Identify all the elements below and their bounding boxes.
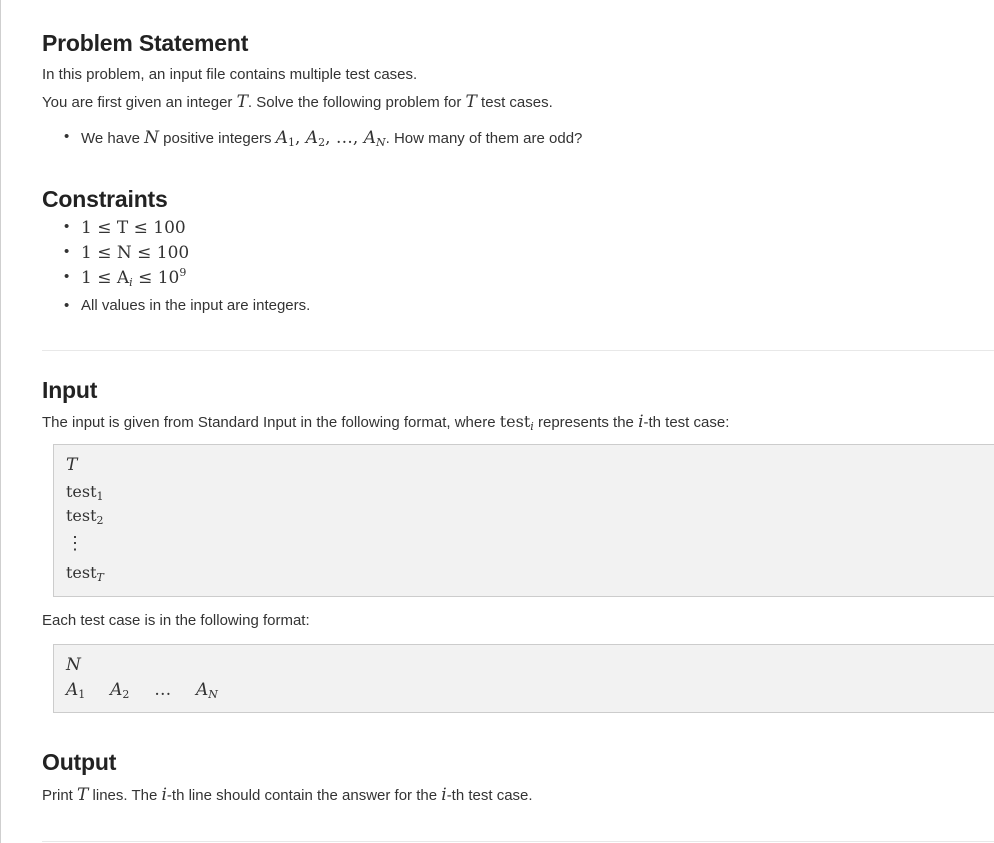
test-case-format-box xyxy=(53,644,994,713)
each-case-text: Each test case is in the following format: xyxy=(42,612,310,629)
section-divider xyxy=(42,350,994,351)
constraint-item: • $1 \le Ai \le 10^9$ xyxy=(42,268,310,293)
output-heading: Output xyxy=(42,749,117,775)
problem-bullets xyxy=(42,128,582,148)
section-divider xyxy=(42,841,994,842)
format-line-test1: test1 xyxy=(66,482,104,503)
input-description: The input is given from Standard Input in the following format, where test$_i$ represents the i-th test case: xyxy=(42,412,730,433)
input-heading: Input xyxy=(42,377,98,403)
problem-statement-heading: Problem Statement xyxy=(42,30,249,56)
constraint-item: • All values in the input are integers. xyxy=(42,293,310,318)
problem-line-1: In this problem, an input file contains multiple test cases. xyxy=(42,66,418,83)
problem-bullet: • We have N positive integers A1, A2, …, AN. How many of them are odd? xyxy=(42,128,582,148)
problem-line-2: You are first given an integer T. Solve the following problem for T test cases. xyxy=(42,92,553,112)
constraints-list xyxy=(42,218,310,318)
format-line-n: N xyxy=(66,655,81,675)
output-description: Print T lines. The i-th line should contain the answer for the i-th test case. xyxy=(42,785,533,805)
format-line-a: A1 A2 … AN xyxy=(66,680,218,701)
format-line-vdots: ⋮ xyxy=(66,533,84,554)
constraint-item: • 1 ≤ N ≤ 100 xyxy=(42,243,310,268)
input-format-box xyxy=(53,444,994,597)
constraints-heading: Constraints xyxy=(42,186,168,212)
format-line-test2: test2 xyxy=(66,506,104,527)
format-line-testT: testT xyxy=(66,563,104,584)
format-line-t: T xyxy=(66,455,78,475)
constraint-item: • 1 ≤ T ≤ 100 xyxy=(42,218,310,243)
